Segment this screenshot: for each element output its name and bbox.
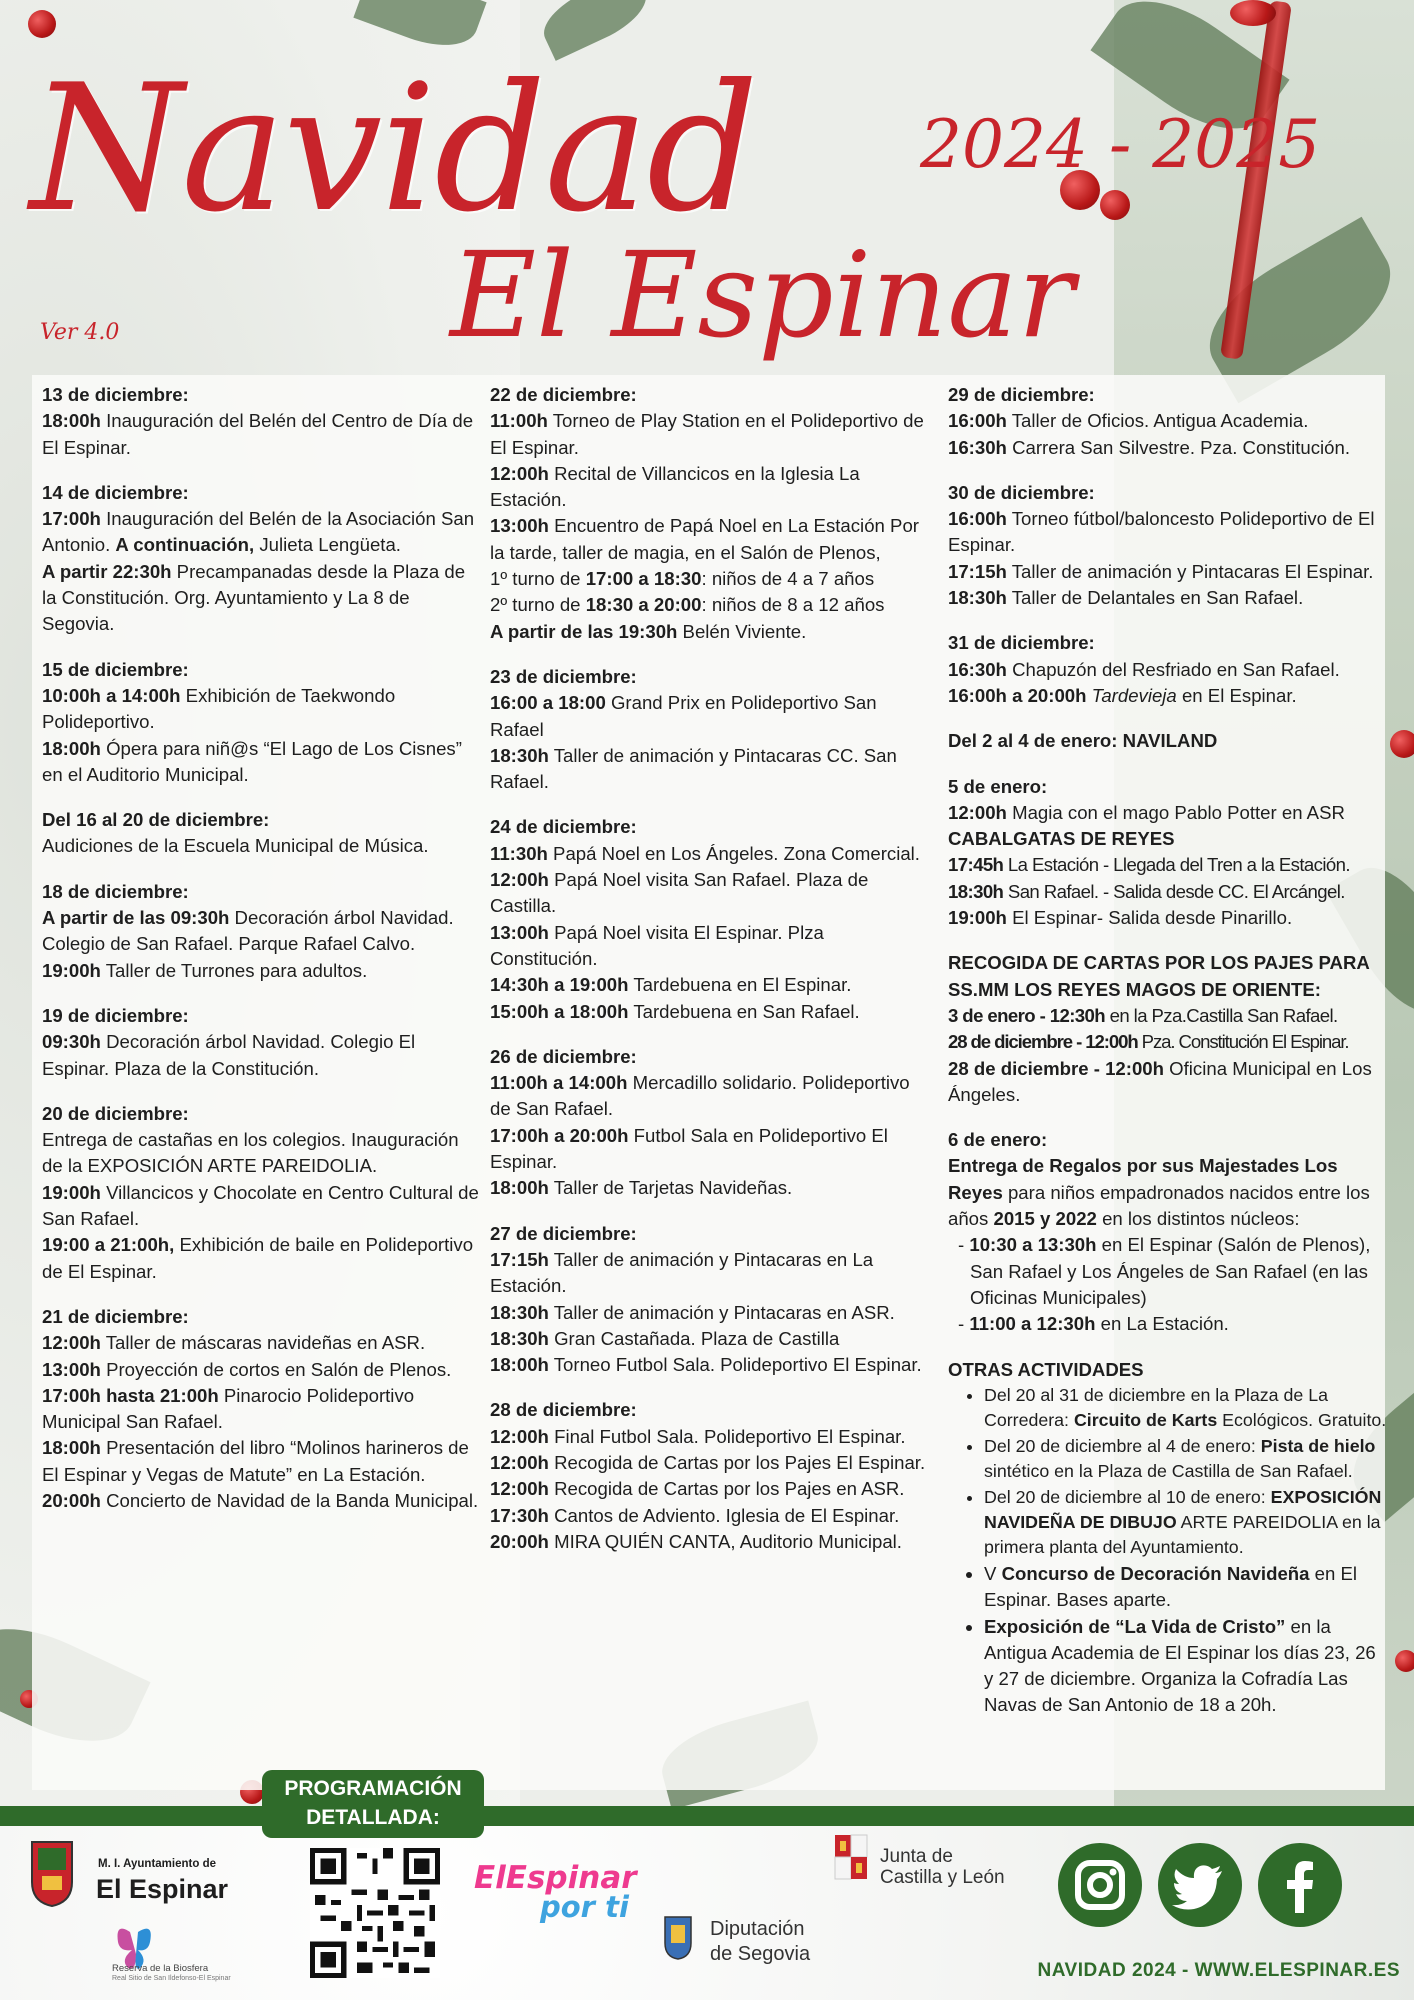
biosphere-sublabel: Real Sitio de San Ildefonso-El Espinar bbox=[112, 1975, 231, 1982]
event-item: 16:30h Carrera San Silvestre. Pza. Constitución. bbox=[948, 436, 1351, 458]
event-item: 16:00h Torneo fútbol/baloncesto Polideportivo de El Espinar. bbox=[948, 508, 1375, 556]
day-heading: 19 de diciembre: bbox=[42, 1004, 189, 1026]
instagram-glyph bbox=[1058, 1843, 1142, 1927]
diputacion-label: Diputación bbox=[710, 1918, 805, 1940]
red-berry-decoration bbox=[28, 10, 56, 38]
jcyl-label: Castilla y León bbox=[880, 1867, 1005, 1888]
day-heading: 14 de diciembre: bbox=[42, 481, 189, 503]
event-item: 12:00h Magia con el mago Pablo Potter en ASR bbox=[948, 801, 1345, 823]
ayuntamiento-label: M. I. Ayuntamiento de bbox=[98, 1858, 216, 1870]
event-day bbox=[42, 807, 482, 860]
title-years: 2024 - 2025 bbox=[920, 106, 1321, 183]
list-item: • Del 20 de diciembre al 10 de enero: EXPOSICIÓN NAVIDEÑA DE DIBUJO ARTE PAREIDOLIA en la primera planta del Ayuntamiento. bbox=[984, 1485, 1388, 1560]
jcyl-label: Junta de bbox=[880, 1846, 953, 1867]
event-day bbox=[490, 1044, 930, 1202]
event-item: 18:30h Taller de animación y Pintacaras CC. San Rafael. bbox=[490, 744, 897, 793]
el-espinar-por-ti-logo: ElEspinar bbox=[474, 1860, 637, 1896]
event-item: 13:00h Papá Noel visita El Espinar. Plza Constitución. bbox=[490, 921, 824, 969]
title-navidad: Navidad bbox=[30, 48, 757, 251]
event-item: 12:00h Papá Noel visita San Rafael. Plaza de Castilla. bbox=[490, 869, 869, 917]
list-item: • Del 20 al 31 de diciembre en la Plaza de La Corredera: Circuito de Karts Ecológicos. Gratuito. bbox=[984, 1383, 1388, 1433]
event-item: 12:00h Recogida de Cartas por los Pajes en ASR. bbox=[490, 1478, 905, 1500]
day-heading: Del 2 al 4 de enero: NAVILAND bbox=[948, 730, 1218, 752]
event-day bbox=[948, 1127, 1388, 1337]
event-day bbox=[42, 382, 482, 461]
day-heading: 29 de diciembre: bbox=[948, 384, 1095, 405]
footer-divider bbox=[0, 1806, 1414, 1826]
event-day bbox=[948, 382, 1388, 461]
event-item: 11:00h a 14:00h Mercadillo solidario. Polideportivo de San Rafael. bbox=[490, 1072, 910, 1120]
event-day bbox=[490, 1397, 930, 1555]
program-column-1 bbox=[42, 382, 482, 1533]
qr-code-icon[interactable] bbox=[310, 1848, 440, 1978]
event-day bbox=[42, 1304, 482, 1514]
instagram-icon[interactable] bbox=[1058, 1843, 1142, 1927]
facebook-glyph bbox=[1258, 1843, 1342, 1927]
event-item: 19:00h Villancicos y Chocolate en Centro Cultural de San Rafael. bbox=[42, 1181, 479, 1230]
event-item: A partir 22:30h Precampanadas desde la Plaza de la Constitución. Org. Ayuntamiento y La 8 de Segovia. bbox=[42, 560, 466, 635]
ayuntamiento-name: El Espinar bbox=[96, 1874, 229, 1904]
event-day bbox=[948, 480, 1388, 611]
badge-line: PROGRAMACIÓN bbox=[284, 1777, 462, 1800]
event-item: 18:00h Torneo Futbol Sala. Polideportivo El Espinar. bbox=[490, 1354, 922, 1376]
day-heading: 13 de diciembre: bbox=[42, 384, 189, 405]
day-heading: 18 de diciembre: bbox=[42, 880, 189, 902]
list-item: • Del 20 de diciembre al 4 de enero: Pista de hielo sintético en la Plaza de Castilla de San Rafael. bbox=[984, 1434, 1388, 1484]
event-item: 16:00h a 20:00h Tardevieja en El Espinar. bbox=[948, 684, 1297, 706]
day-heading: 31 de diciembre: bbox=[948, 632, 1095, 654]
day-heading: 6 de enero: bbox=[948, 1129, 1048, 1151]
day-heading: 28 de diciembre: bbox=[490, 1399, 637, 1421]
event-item: 17:00h a 20:00h Futbol Sala en Polideportivo El Espinar. bbox=[490, 1124, 888, 1173]
red-berry-decoration bbox=[1395, 1650, 1414, 1672]
red-berry-decoration bbox=[1390, 730, 1414, 758]
event-item: 18:30h San Rafael. - Salida desde CC. El Arcángel. bbox=[948, 880, 1345, 902]
day-heading: 5 de enero: bbox=[948, 775, 1048, 797]
event-day bbox=[948, 774, 1388, 932]
event-item: 18:30h Taller de Delantales en San Rafael. bbox=[948, 587, 1304, 609]
twitter-glyph bbox=[1158, 1843, 1242, 1927]
event-day bbox=[42, 480, 482, 638]
diputacion-shield-icon bbox=[663, 1915, 693, 1961]
event-item: 28 de diciembre - 12:00h Pza. Constitución El Espinar. bbox=[948, 1031, 1349, 1053]
event-item: 13:00h Encuentro de Papá Noel en La Estación Por la tarde, taller de magia, en el Salón de Plenos, bbox=[490, 515, 919, 563]
event-item: Entrega de Regalos por sus Majestades Los Reyes para niños empadronados nacidos entre los años 2015 y 2022 en los distintos núcleos: bbox=[948, 1155, 1370, 1230]
event-item: 17:00h Inauguración del Belén de la Asociación San Antonio. A continuación, Julieta Lengüeta. bbox=[42, 508, 475, 556]
title-place: El Espinar bbox=[450, 226, 1075, 364]
event-day bbox=[490, 1221, 930, 1379]
el-espinar-por-ti-logo-sub: por ti bbox=[540, 1890, 629, 1924]
biosphere-label: Reserva de la Biosfera bbox=[112, 1963, 209, 1974]
version-label: Ver 4.0 bbox=[40, 320, 120, 345]
event-item: 18:00h Ópera para niñ@s “El Lago de Los Cisnes” en el Auditorio Municipal. bbox=[42, 737, 462, 785]
event-day bbox=[42, 1003, 482, 1082]
event-item: 19:00h Taller de Turrones para adultos. bbox=[42, 959, 368, 981]
event-item: 28 de diciembre - 12:00h Oficina Municipal en Los Ángeles. bbox=[948, 1057, 1372, 1105]
day-heading: 27 de diciembre: bbox=[490, 1222, 637, 1244]
list-item: • Exposición de “La Vida de Cristo” en la Antigua Academia de El Espinar los días 23, 26 y 27 de diciembre. Organiza la Cofradía Las Navas de San Antonio de 18 a 20h. bbox=[984, 1614, 1388, 1718]
event-item: 15:00h a 18:00h Tardebuena en San Rafael. bbox=[490, 1000, 860, 1022]
event-day bbox=[42, 1101, 482, 1285]
day-heading: 15 de diciembre: bbox=[42, 658, 189, 680]
program-column-3 bbox=[948, 382, 1388, 1737]
event-item: 16:00h Taller de Oficios. Antigua Academia. bbox=[948, 410, 1309, 432]
event-day bbox=[490, 382, 930, 645]
list-item: • V Concurso de Decoración Navideña en El Espinar. Bases aparte. bbox=[984, 1561, 1388, 1613]
event-day bbox=[490, 664, 930, 795]
event-item: 12:00h Recital de Villancicos en la Iglesia La Estación. bbox=[490, 462, 860, 511]
section-heading: OTRAS ACTIVIDADES bbox=[948, 1358, 1144, 1380]
day-heading: 24 de diciembre: bbox=[490, 816, 637, 838]
event-item: 2º turno de 18:30 a 20:00: niños de 8 a 12 años bbox=[490, 594, 885, 616]
event-item: 18:00h Taller de Tarjetas Navideñas. bbox=[490, 1177, 793, 1199]
day-heading: 22 de diciembre: bbox=[490, 384, 637, 405]
event-item: 17:30h Cantos de Adviento. Iglesia de El Espinar. bbox=[490, 1504, 900, 1526]
event-item: 17:00h hasta 21:00h Pinarocio Polideportivo Municipal San Rafael. bbox=[42, 1384, 415, 1433]
event-item: A partir de las 19:30h Belén Viviente. bbox=[490, 620, 807, 642]
event-item: 18:00h Inauguración del Belén del Centro de Día de El Espinar. bbox=[42, 410, 474, 458]
event-item: - 11:00 a 12:30h en La Estación. bbox=[958, 1313, 1229, 1335]
event-day bbox=[948, 728, 1388, 754]
event-item: 18:30h Gran Castañada. Plaza de Castilla bbox=[490, 1327, 840, 1349]
day-heading: 26 de diciembre: bbox=[490, 1045, 637, 1067]
day-heading: 20 de diciembre: bbox=[42, 1102, 189, 1124]
event-item: 17:45h La Estación - Llegada del Tren a la Estación. bbox=[948, 854, 1350, 876]
event-item: 12:00h Taller de máscaras navideñas en ASR. bbox=[42, 1332, 426, 1354]
event-day bbox=[948, 630, 1388, 709]
day-heading: 23 de diciembre: bbox=[490, 665, 637, 687]
event-item: 13:00h Proyección de cortos en Salón de Plenos. bbox=[42, 1358, 452, 1380]
red-berry-decoration bbox=[1230, 0, 1276, 26]
event-item: 18:30h Taller de animación y Pintacaras en ASR. bbox=[490, 1301, 895, 1323]
event-item: 19:00 a 21:00h, Exhibición de baile en Polideportivo de El Espinar. bbox=[42, 1234, 474, 1282]
section-heading: RECOGIDA DE CARTAS POR LOS PAJES PARA SS.MM LOS REYES MAGOS DE ORIENTE: bbox=[948, 952, 1370, 1000]
event-item: 20:00h MIRA QUIÉN CANTA, Auditorio Municipal. bbox=[490, 1530, 902, 1552]
event-item: 12:00h Recogida de Cartas por los Pajes El Espinar. bbox=[490, 1451, 926, 1473]
other-activities bbox=[948, 1357, 1388, 1718]
event-item: 11:00h Torneo de Play Station en el Polideportivo de El Espinar. bbox=[490, 410, 924, 458]
badge-line: DETALLADA: bbox=[306, 1806, 440, 1829]
red-berry-decoration bbox=[1100, 190, 1130, 220]
event-item: - 10:30 a 13:30h en El Espinar (Salón de Plenos), San Rafael y Los Ángeles de San Rafael (en las Oficinas Municipales) bbox=[958, 1234, 1371, 1308]
event-day bbox=[948, 950, 1388, 1108]
twitter-icon[interactable] bbox=[1158, 1843, 1242, 1927]
day-heading: 21 de diciembre: bbox=[42, 1305, 189, 1327]
section-heading: CABALGATAS DE REYES bbox=[948, 828, 1175, 850]
event-item: 16:00 a 18:00 Grand Prix en Polideportivo San Rafael bbox=[490, 692, 877, 740]
diputacion-label: de Segovia bbox=[710, 1943, 811, 1965]
event-item: 3 de enero - 12:30h en la Pza.Castilla San Rafael. bbox=[948, 1004, 1338, 1026]
footer-website[interactable]: NAVIDAD 2024 - WWW.ELESPINAR.ES bbox=[1037, 1960, 1400, 1981]
event-item: 11:30h Papá Noel en Los Ángeles. Zona Comercial. bbox=[490, 842, 920, 864]
day-heading: Del 16 al 20 de diciembre: bbox=[42, 809, 270, 831]
facebook-icon[interactable] bbox=[1258, 1843, 1342, 1927]
activities-list bbox=[948, 1383, 1388, 1718]
event-item: 18:00h Presentación del libro “Molinos harineros de El Espinar y Vegas de Matute” en La Estación. bbox=[42, 1437, 469, 1485]
event-item: 14:30h a 19:00h Tardebuena en El Espinar. bbox=[490, 974, 852, 996]
event-item: 10:00h a 14:00h Exhibición de Taekwondo Polideportivo. bbox=[42, 684, 396, 733]
event-day bbox=[42, 879, 482, 984]
event-item: Entrega de castañas en los colegios. Inauguración de la EXPOSICIÓN ARTE PAREIDOLIA. bbox=[42, 1129, 459, 1177]
day-heading: 30 de diciembre: bbox=[948, 481, 1095, 503]
event-item: 1º turno de 17:00 a 18:30: niños de 4 a 7 años bbox=[490, 568, 875, 590]
programacion-badge bbox=[262, 1770, 484, 1838]
event-item: 20:00h Concierto de Navidad de la Banda Municipal. bbox=[42, 1489, 479, 1511]
event-day bbox=[42, 657, 482, 788]
event-item: 09:30h Decoración árbol Navidad. Colegio El Espinar. Plaza de la Constitución. bbox=[42, 1031, 416, 1079]
event-item: 12:00h Final Futbol Sala. Polideportivo El Espinar. bbox=[490, 1425, 906, 1447]
event-item: Audiciones de la Escuela Municipal de Música. bbox=[42, 835, 429, 857]
jcyl-shield-icon bbox=[833, 1833, 869, 1883]
event-item: 17:15h Taller de animación y Pintacaras El Espinar. bbox=[948, 560, 1374, 582]
event-item: 17:15h Taller de animación y Pintacaras en La Estación. bbox=[490, 1248, 874, 1297]
program-column-2 bbox=[490, 382, 930, 1574]
event-item: A partir de las 09:30h Decoración árbol Navidad. Colegio de San Rafael. Parque Rafael Calvo. bbox=[42, 907, 454, 955]
event-day bbox=[490, 814, 930, 1024]
town-shield-icon bbox=[30, 1838, 74, 1908]
event-item: 16:30h Chapuzón del Resfriado en San Rafael. bbox=[948, 658, 1340, 680]
event-item: 19:00h El Espinar- Salida desde Pinarillo. bbox=[948, 907, 1293, 929]
